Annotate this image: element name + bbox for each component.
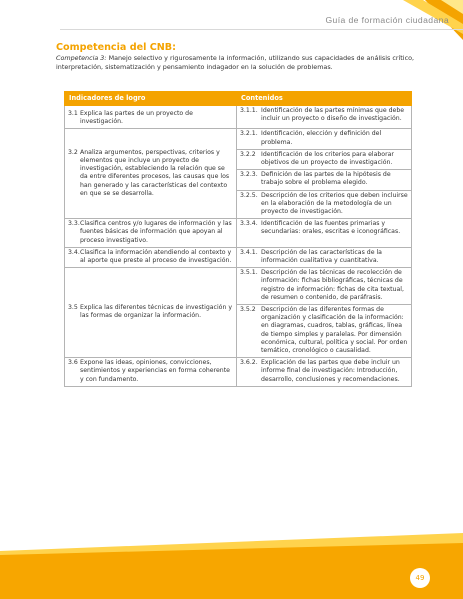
competency-label: Competencia 3: [56, 54, 107, 62]
competency-table [64, 91, 412, 387]
content-number: 3.4.1. [240, 248, 258, 256]
indicator-cell [65, 358, 237, 387]
content-item [240, 359, 408, 384]
content-cell [237, 305, 412, 358]
content-item [240, 220, 408, 236]
content-number: 3.6.2. [240, 359, 258, 367]
indicator-text: Clasifica la información atendiendo al contexto y al aporte que preste al proceso de investigación. [80, 248, 232, 265]
indicator-number: 3.4. [68, 248, 80, 256]
content-cell [237, 268, 412, 305]
indicator-cell [65, 247, 237, 267]
content-item [240, 107, 408, 123]
content-item [240, 130, 408, 146]
content-cell [237, 106, 412, 129]
content-text: Identificación de los criterios para elaborar objetivos de un proyecto de investigación. [261, 150, 394, 167]
content-cell [237, 219, 412, 248]
indicator-text: Clasifica centros y/o lugares de información y las fuentes básicas de información que apoyan al proceso investigativo. [80, 220, 232, 244]
indicator-item [68, 220, 233, 245]
content-item [240, 269, 408, 302]
indicator-item [68, 149, 233, 198]
indicator-cell [65, 268, 237, 358]
header-rule [60, 29, 463, 30]
table-row [65, 129, 412, 149]
indicator-text: Explica las partes de un proyecto de investigación. [80, 110, 193, 126]
table-row [65, 247, 412, 267]
indicator-number: 3.1 [68, 110, 78, 117]
indicator-cell [65, 129, 237, 219]
table-row [65, 106, 412, 129]
table-row [65, 268, 412, 305]
content-number: 3.2.2 [240, 150, 256, 158]
column-header-indicators: Indicadores de logro [65, 92, 237, 106]
content-cell [237, 358, 412, 387]
content-item [240, 306, 408, 355]
content-text: Explicación de las partes que debe incluir un informe final de investigación: Introducción, desarrollo, conclusiones y recomendaciones. [261, 359, 400, 383]
table-row [65, 219, 412, 248]
content-number: 3.2.5. [240, 191, 258, 199]
section-title: Competencia del CNB: [56, 42, 176, 53]
content-text: Identificación de las fuentes primarias y secundarias: orales, escritas e iconográficas. [261, 220, 401, 236]
content-item [240, 171, 408, 187]
indicator-text: Analiza argumentos, perspectivas, criterios y elementos que incluye un proyecto de investigación, estableciendo la relación que se da entre diferentes procesos, las causas que los han generado y las características del contexto en que se se desarrolla. [80, 148, 230, 197]
content-number: 3.3.4. [240, 220, 258, 228]
content-item [240, 192, 408, 217]
content-item [240, 151, 408, 167]
content-number: 3.2.3. [240, 171, 258, 179]
indicator-item [68, 249, 233, 265]
content-cell [237, 247, 412, 267]
content-text: Identificación de las partes mínimas que debe incluir un proyecto o diseño de investigación. [261, 107, 405, 123]
table-row [65, 358, 412, 387]
page-number: 49 [410, 568, 430, 588]
indicator-number: 3.6 [68, 359, 78, 367]
competency-text: Manejo selectivo y rigurosamente la información, utilizando sus capacidades de análisis crítico, interpretación, sistematización y pensamiento indagador en la solución de problemas. [56, 54, 415, 71]
indicator-text: Expone las ideas, opiniones, convicciones, sentimientos y experiencias en forma coherente y con fundamento. [80, 359, 230, 383]
content-text: Descripción de las técnicas de recolección de información: fichas bibliográficas, técnicas de registro de información: fichas de cita textual, de resumen o contenido, de paráfrasis. [261, 269, 404, 301]
content-item [240, 249, 408, 265]
content-cell [237, 170, 412, 190]
indicator-item [68, 304, 233, 320]
indicator-number: 3.3. [68, 220, 80, 228]
content-number: 3.1.1. [240, 107, 258, 114]
content-text: Descripción de las diferentes formas de organización y clasificación de la información: en diagramas, cuadros, tablas, gráficas, línea de tiempo simples y paralelas. Por dimensión económica, cultural, política y social. Por orden temático, cronológico o causalidad. [261, 306, 408, 355]
content-text: Definición de las partes de la hipótesis de trabajo sobre el problema elegido. [261, 171, 391, 187]
indicator-cell [65, 219, 237, 248]
indicator-item [68, 359, 233, 384]
indicator-item [68, 110, 233, 126]
content-number: 3.5.1. [240, 269, 258, 277]
table-header-row [65, 92, 412, 106]
column-header-contents: Contenidos [237, 92, 412, 106]
content-cell [237, 149, 412, 169]
content-text: Identificación, elección y definición del problema. [261, 130, 382, 146]
content-text: Descripción de las características de la información cualitativa y cuantitativa. [261, 248, 382, 265]
indicator-text: Explica las diferentes técnicas de investigación y las formas de organizar la información. [80, 304, 233, 320]
competency-statement [56, 54, 426, 72]
running-header: Guía de formación ciudadana [325, 15, 449, 25]
footer-band [0, 551, 463, 599]
indicator-number: 3.5 [68, 304, 78, 312]
content-number: 3.5.2 [240, 306, 256, 314]
footer-decoration [0, 527, 463, 557]
content-cell [237, 190, 412, 219]
content-number: 3.2.1. [240, 130, 258, 138]
content-text: Descripción de los criterios que deben incluirse en la elaboración de la metodología de un proyecto de investigación. [261, 191, 408, 216]
indicator-cell [65, 106, 237, 129]
content-cell [237, 129, 412, 149]
indicator-number: 3.2 [68, 148, 78, 156]
